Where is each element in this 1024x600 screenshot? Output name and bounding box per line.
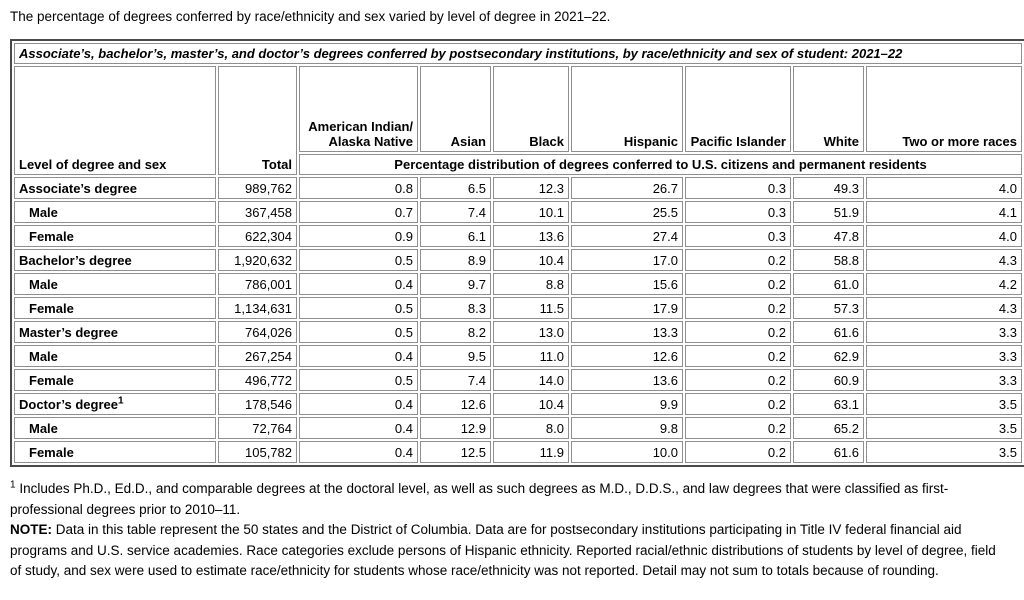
- table-title: Associate’s, bachelor’s, master’s, and doctor’s degrees conferred by postsecondary institutions, by race/ethnicity and sex of student: 2021–22: [14, 43, 1022, 64]
- value-cell: 0.2: [685, 297, 791, 319]
- value-cell: 6.1: [420, 225, 491, 247]
- footnotes: [10, 479, 1010, 582]
- value-cell: 0.9: [299, 225, 418, 247]
- row-label-text: Bachelor’s degree: [19, 252, 132, 268]
- total-cell: 496,772: [218, 369, 297, 391]
- value-cell: 17.9: [571, 297, 683, 319]
- row-label-text: Male: [29, 348, 58, 364]
- value-cell: 9.7: [420, 273, 491, 295]
- table-title-row: [14, 43, 1022, 64]
- row-label-text: Associate’s degree: [19, 180, 138, 196]
- table-header-row: [14, 66, 1022, 152]
- value-cell: 3.5: [866, 417, 1022, 439]
- value-cell: 61.6: [793, 321, 864, 343]
- value-cell: 60.9: [793, 369, 864, 391]
- value-cell: 10.4: [493, 249, 569, 271]
- value-cell: 14.0: [493, 369, 569, 391]
- value-cell: 4.0: [866, 225, 1022, 247]
- value-cell: 63.1: [793, 393, 864, 415]
- value-cell: 0.2: [685, 273, 791, 295]
- total-cell: 622,304: [218, 225, 297, 247]
- value-cell: 10.4: [493, 393, 569, 415]
- value-cell: 8.9: [420, 249, 491, 271]
- value-cell: 0.4: [299, 273, 418, 295]
- value-cell: 0.4: [299, 417, 418, 439]
- value-cell: 58.8: [793, 249, 864, 271]
- value-cell: 8.8: [493, 273, 569, 295]
- row-label: [14, 417, 216, 439]
- total-cell: 1,134,631: [218, 297, 297, 319]
- table-row: [14, 297, 1022, 319]
- note-label: NOTE:: [10, 522, 52, 538]
- table-row: [14, 393, 1022, 415]
- value-cell: 15.6: [571, 273, 683, 295]
- table-row: [14, 201, 1022, 223]
- value-cell: 25.5: [571, 201, 683, 223]
- value-cell: 65.2: [793, 417, 864, 439]
- value-cell: 47.8: [793, 225, 864, 247]
- footnote-1: [10, 479, 1010, 520]
- table-row: [14, 441, 1022, 463]
- row-label-text: Male: [29, 420, 58, 436]
- note: [10, 520, 1010, 582]
- row-label: [14, 345, 216, 367]
- table-row: [14, 369, 1022, 391]
- value-cell: 0.4: [299, 345, 418, 367]
- value-cell: 3.3: [866, 369, 1022, 391]
- header-asian: Asian: [420, 66, 491, 152]
- value-cell: 0.2: [685, 345, 791, 367]
- value-cell: 51.9: [793, 201, 864, 223]
- value-cell: 17.0: [571, 249, 683, 271]
- row-label: [14, 249, 216, 271]
- value-cell: 0.2: [685, 321, 791, 343]
- row-label: [14, 321, 216, 343]
- total-cell: 764,026: [218, 321, 297, 343]
- header-percentage-distribution: Percentage distribution of degrees conferred to U.S. citizens and permanent residents: [299, 154, 1022, 175]
- value-cell: 9.5: [420, 345, 491, 367]
- value-cell: 0.2: [685, 249, 791, 271]
- note-text: Data in this table represent the 50 states and the District of Columbia. Data are for postsecondary institutions participating in Title IV federal financial aid programs and U.S. service academies. Race categories exclude persons of Hispanic ethnicity. Reported racial/ethnic distributions of students by level of degree, field of study, and sex were used to estimate race/ethnicity for students whose race/ethnicity was not reported. Detail may not sum to totals because of rounding.: [10, 522, 996, 579]
- table-row: [14, 177, 1022, 199]
- value-cell: 0.3: [685, 225, 791, 247]
- value-cell: 49.3: [793, 177, 864, 199]
- value-cell: 13.0: [493, 321, 569, 343]
- value-cell: 26.7: [571, 177, 683, 199]
- row-label-text: Female: [29, 372, 74, 388]
- total-cell: 105,782: [218, 441, 297, 463]
- value-cell: 4.3: [866, 249, 1022, 271]
- row-label: [14, 201, 216, 223]
- row-label-text: Female: [29, 444, 74, 460]
- value-cell: 0.8: [299, 177, 418, 199]
- value-cell: 11.9: [493, 441, 569, 463]
- total-cell: 989,762: [218, 177, 297, 199]
- header-two-or-more-races: Two or more races: [866, 66, 1022, 152]
- header-pacific-islander: Pacific Islander: [685, 66, 791, 152]
- value-cell: 13.3: [571, 321, 683, 343]
- value-cell: 8.2: [420, 321, 491, 343]
- value-cell: 8.0: [493, 417, 569, 439]
- row-label-text: Female: [29, 300, 74, 316]
- value-cell: 0.5: [299, 249, 418, 271]
- value-cell: 0.2: [685, 393, 791, 415]
- total-cell: 1,920,632: [218, 249, 297, 271]
- value-cell: 3.3: [866, 321, 1022, 343]
- total-cell: 786,001: [218, 273, 297, 295]
- value-cell: 4.2: [866, 273, 1022, 295]
- row-label-text: Male: [29, 276, 58, 292]
- intro-text: The percentage of degrees conferred by race/ethnicity and sex varied by level of degree in 2021–22.: [10, 9, 611, 24]
- header-black: Black: [493, 66, 569, 152]
- value-cell: 10.0: [571, 441, 683, 463]
- value-cell: 3.3: [866, 345, 1022, 367]
- value-cell: 0.4: [299, 441, 418, 463]
- value-cell: 9.9: [571, 393, 683, 415]
- footnote-ref: 1: [117, 395, 124, 407]
- value-cell: 0.2: [685, 417, 791, 439]
- row-label: [14, 297, 216, 319]
- header-level-of-degree: Level of degree and sex: [14, 66, 216, 175]
- header-hispanic: Hispanic: [571, 66, 683, 152]
- table-row: [14, 321, 1022, 343]
- value-cell: 0.5: [299, 297, 418, 319]
- value-cell: 4.0: [866, 177, 1022, 199]
- table-row: [14, 249, 1022, 271]
- value-cell: 0.7: [299, 201, 418, 223]
- value-cell: 0.2: [685, 441, 791, 463]
- row-label-text: Master’s degree: [19, 324, 118, 340]
- value-cell: 9.8: [571, 417, 683, 439]
- value-cell: 12.6: [420, 393, 491, 415]
- total-cell: 267,254: [218, 345, 297, 367]
- table-row: [14, 225, 1022, 247]
- footnote-1-marker: 1: [10, 479, 16, 491]
- header-total: Total: [218, 66, 297, 175]
- value-cell: 57.3: [793, 297, 864, 319]
- row-label-text: Doctor’s degree: [19, 396, 118, 412]
- total-cell: 178,546: [218, 393, 297, 415]
- value-cell: 3.5: [866, 393, 1022, 415]
- value-cell: 27.4: [571, 225, 683, 247]
- value-cell: 13.6: [571, 369, 683, 391]
- row-label: [14, 369, 216, 391]
- value-cell: 4.3: [866, 297, 1022, 319]
- value-cell: 0.5: [299, 321, 418, 343]
- value-cell: 0.4: [299, 393, 418, 415]
- value-cell: 11.5: [493, 297, 569, 319]
- value-cell: 4.1: [866, 201, 1022, 223]
- row-label: [14, 273, 216, 295]
- value-cell: 0.3: [685, 201, 791, 223]
- row-label: [14, 393, 216, 415]
- value-cell: 12.3: [493, 177, 569, 199]
- value-cell: 12.6: [571, 345, 683, 367]
- value-cell: 0.2: [685, 369, 791, 391]
- value-cell: 11.0: [493, 345, 569, 367]
- table-body: [14, 177, 1022, 463]
- header-white: White: [793, 66, 864, 152]
- row-label: [14, 177, 216, 199]
- value-cell: 61.6: [793, 441, 864, 463]
- table-row: [14, 273, 1022, 295]
- value-cell: 61.0: [793, 273, 864, 295]
- row-label-text: Female: [29, 228, 74, 244]
- value-cell: 6.5: [420, 177, 491, 199]
- header-american-indian-alaska-native: American Indian/ Alaska Native: [299, 66, 418, 152]
- table-row: [14, 345, 1022, 367]
- value-cell: 62.9: [793, 345, 864, 367]
- footnote-1-text: Includes Ph.D., Ed.D., and comparable degrees at the doctoral level, as well as such degrees as M.D., D.D.S., and law degrees that were classified as first-professional degrees prior to 2010–11.: [10, 481, 949, 517]
- degrees-table: [10, 39, 1024, 467]
- value-cell: 3.5: [866, 441, 1022, 463]
- total-cell: 72,764: [218, 417, 297, 439]
- table-row: [14, 417, 1022, 439]
- value-cell: 12.5: [420, 441, 491, 463]
- row-label: [14, 441, 216, 463]
- value-cell: 0.3: [685, 177, 791, 199]
- value-cell: 12.9: [420, 417, 491, 439]
- value-cell: 7.4: [420, 369, 491, 391]
- value-cell: 8.3: [420, 297, 491, 319]
- value-cell: 0.5: [299, 369, 418, 391]
- total-cell: 367,458: [218, 201, 297, 223]
- value-cell: 13.6: [493, 225, 569, 247]
- row-label: [14, 225, 216, 247]
- value-cell: 7.4: [420, 201, 491, 223]
- row-label-text: Male: [29, 204, 58, 220]
- value-cell: 10.1: [493, 201, 569, 223]
